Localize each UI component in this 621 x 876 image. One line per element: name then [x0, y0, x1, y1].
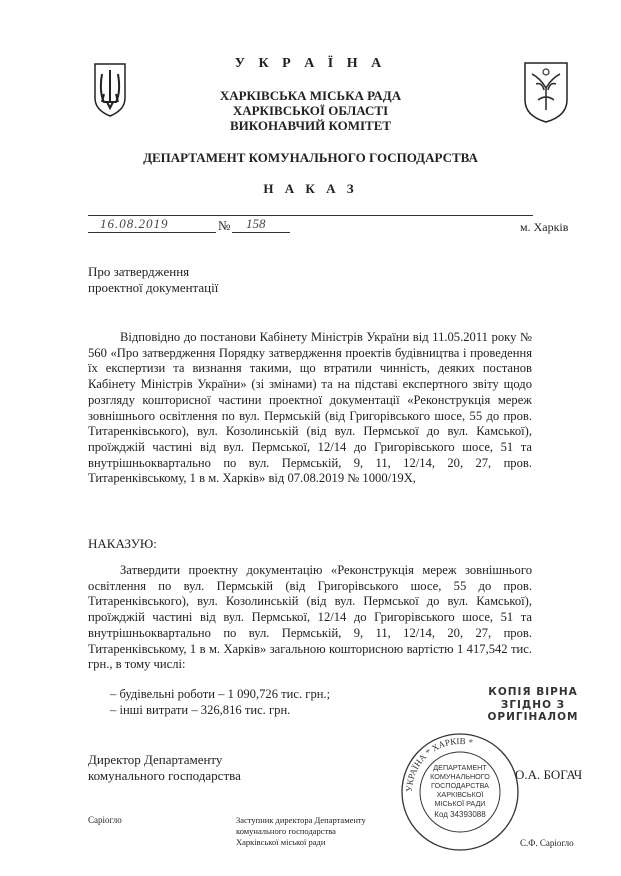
- seal-ring-text: УКРАЇНА * ХАРКІВ *: [403, 735, 474, 793]
- cost-item: – інші витрати – 326,816 тис. грн.: [110, 703, 291, 717]
- seal-line: ДЕПАРТАМЕНТ: [433, 763, 487, 772]
- date-underline: [88, 232, 216, 233]
- deputy-title-line: Заступник директора Департаменту: [236, 815, 366, 825]
- seal-line: ХАРКІВСЬКОЇ: [436, 790, 484, 799]
- document-type: Н А К А З: [263, 181, 358, 196]
- deputy-name: С.Ф. Саріогло: [520, 838, 574, 848]
- seal-line: ГОСПОДАРСТВА: [431, 781, 489, 790]
- deputy-title: [236, 815, 366, 848]
- signatory-title: [88, 752, 241, 784]
- preamble-paragraph: Відповідно до постанови Кабінету Міністрів України від 11.05.2011 року № 560 «Про затвердження Порядку затвердження проектів будівництва і проведення їх експертизи та визнання такими, що втратили чинність, деяких постанов Кабінету Міністрів України» (зі змінами) та на підставі експертного звіту щодо розгляду кошторисної частини проектної документації «Реконструкція мереж зовнішнього освітлення по вул. Пермській (від Григорівського шосе, 55 до пров. Титаренківського), вул. Козолинській (від вул. Пермської до вул. Камської), проїжджій частині від вул. Пермської, 12/14 до Григорівського шосе, 51 та внутрішньоквартально по вул. Пермській, 9, 11, 12/14, 20, 27, пров. Титаренківському, 1 в м. Харків» від 07.08.2019 № 1000/19Х,: [88, 330, 532, 486]
- signatory-name: О.А. БОГАЧ: [515, 767, 583, 782]
- order-word: НАКАЗУЮ:: [88, 536, 157, 551]
- order-paragraph: Затвердити проектну документацію «Реконструкція мереж зовнішнього освітлення по вул. Пермській (від Григорівського шосе, 55 до пров. Титаренківського), вул. Козолинській (від вул. Пермської до вул. Камської), проїжджій частині від вул. Пермської, 12/14 до Григорівського шосе, 51 та внутрішньоквартально по вул. Пермській, 9, 11, 12/14, 20, 27, пров. Титаренківському, 1 в м. Харків» загальною кошторисною вартістю 1 417,542 тис. грн., в тому числі:: [88, 563, 532, 672]
- country-title: У К Р А Ї Н А: [234, 56, 387, 71]
- department-name: ДЕПАРТАМЕНТ КОМУНАЛЬНОГО ГОСПОДАРСТВА: [143, 150, 478, 165]
- signatory-title-line: комунального господарства: [88, 768, 241, 783]
- deputy-title-line: комунального господарства: [236, 826, 336, 836]
- council-line: ВИКОНАВЧИЙ КОМІТЕТ: [229, 118, 392, 133]
- seal-line: МІСЬКОЇ РАДИ: [434, 799, 486, 808]
- seal-line: Код 34393088: [434, 810, 486, 819]
- copy-true-stamp: [478, 686, 588, 724]
- council-line: ХАРКІВСЬКОЇ ОБЛАСТІ: [232, 103, 389, 118]
- order-date: 16.08.2019: [100, 216, 169, 231]
- order-city: м. Харків: [520, 220, 569, 234]
- cost-item: – будівельні роботи – 1 090,726 тис. грн.;: [110, 687, 331, 701]
- number-underline: [232, 232, 290, 233]
- subject-line: Про затвердження: [88, 264, 190, 279]
- signatory-title-line: Директор Департаменту: [88, 752, 223, 767]
- stamp-line: ЗГІДНО З: [500, 698, 566, 711]
- subject-line: проектної документації: [88, 280, 219, 295]
- official-seal-icon: [398, 730, 522, 854]
- seal-line: КОМУНАЛЬНОГО: [430, 772, 490, 781]
- cost-list: [110, 686, 330, 718]
- order-number-label: №: [218, 218, 231, 233]
- council-line: ХАРКІВСЬКА МІСЬКА РАДА: [219, 88, 402, 103]
- order-number: 158: [246, 216, 266, 231]
- deputy-title-line: Харківської міської ради: [236, 837, 326, 847]
- stamp-line: ОРИГІНАЛОМ: [487, 711, 579, 723]
- author-initials: Саріогло: [88, 815, 122, 825]
- council-header: [200, 88, 421, 133]
- order-subject: [88, 264, 218, 296]
- stamp-line: КОПІЯ ВІРНА: [488, 686, 578, 698]
